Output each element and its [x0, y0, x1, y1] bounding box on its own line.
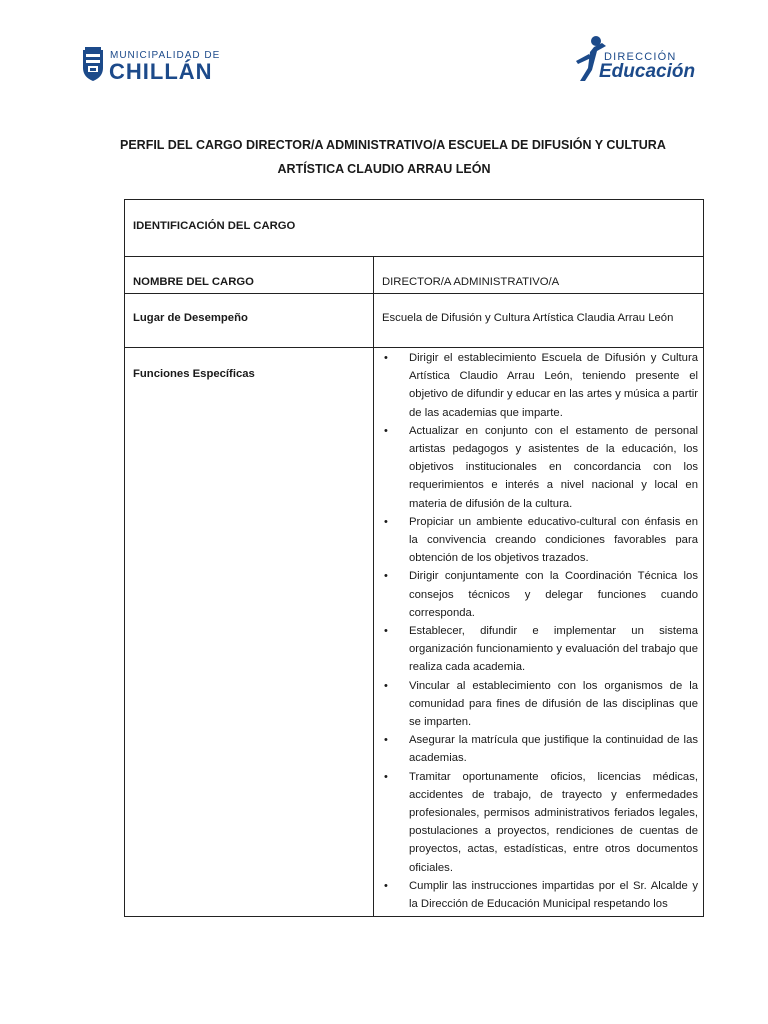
column-divider [373, 256, 374, 916]
label-job-name: NOMBRE DEL CARGO [133, 276, 254, 288]
value-workplace: Escuela de Difusión y Cultura Artística Claudia Arrau León [382, 312, 674, 324]
function-item: • Vincular al establecimiento con los organismos de la comunidad para fines de difusión de las disciplinas que se imparten. [380, 677, 698, 732]
value-job-name: DIRECTOR/A ADMINISTRATIVO/A [382, 276, 560, 288]
city-name: CHILLÁN [109, 59, 213, 84]
function-item: • Propiciar un ambiente educativo-cultural con énfasis en la convivencia creando condiciones favorables para obtención de los objetivos trazados. [380, 513, 698, 568]
function-item: • Asegurar la matrícula que justifique la continuidad de las academias. [380, 731, 698, 767]
section-header: IDENTIFICACIÓN DEL CARGO [133, 220, 296, 232]
function-item: • Tramitar oportunamente oficios, licencias médicas, accidentes de trabajo, de trayecto y enfermedades profesionales, permisos administrativos feriados legales, postulaciones a proyectos, rendiciones de cuentas de proyectos, actas, estadísticas, entre otros documentos oficiales. [380, 768, 698, 877]
row-divider [125, 256, 703, 257]
label-workplace: Lugar de Desempeño [133, 312, 248, 324]
municipality-label: MUNICIPALIDAD DE [110, 50, 221, 61]
functions-list [380, 349, 698, 913]
job-profile-table [124, 199, 704, 917]
education-label: Educación [599, 61, 696, 82]
direction-label: DIRECCIÓN [604, 51, 677, 63]
function-item: • Establecer, difundir e implementar un sistema organización funcionamiento y evaluación del trabajo que realiza cada academia. [380, 622, 698, 677]
function-item: • Dirigir conjuntamente con la Coordinación Técnica los consejos técnicos y delegar funciones cuando corresponda. [380, 567, 698, 622]
function-item: • Dirigir el establecimiento Escuela de Difusión y Cultura Artística Claudio Arrau León, teniendo presente el objetivo de difundir y educar en las artes y música a partir de las academias que imparte. [380, 349, 698, 422]
municipality-logo [80, 46, 220, 86]
document-title-line2: ARTÍSTICA CLAUDIO ARRAU LEÓN [277, 162, 491, 176]
function-item: • Cumplir las instrucciones impartidas por el Sr. Alcalde y la Dirección de Educación Municipal respetando los [380, 877, 698, 913]
label-specific-functions: Funciones Específicas [133, 368, 255, 380]
function-item: • Actualizar en conjunto con el estamento de personal artistas pedagogos y asistentes de la educación, los objetivos institucionales en concordancia con los requerimientos e interés a nivel nacional y local en materia de difusión de la cultura. [380, 422, 698, 513]
row-divider [125, 347, 703, 348]
coat-of-arms-icon [80, 46, 106, 82]
document-title-line1: PERFIL DEL CARGO DIRECTOR/A ADMINISTRATIVO/A ESCUELA DE DIFUSIÓN Y CULTURA [120, 138, 666, 152]
education-logo [572, 34, 702, 86]
row-divider [125, 293, 703, 294]
